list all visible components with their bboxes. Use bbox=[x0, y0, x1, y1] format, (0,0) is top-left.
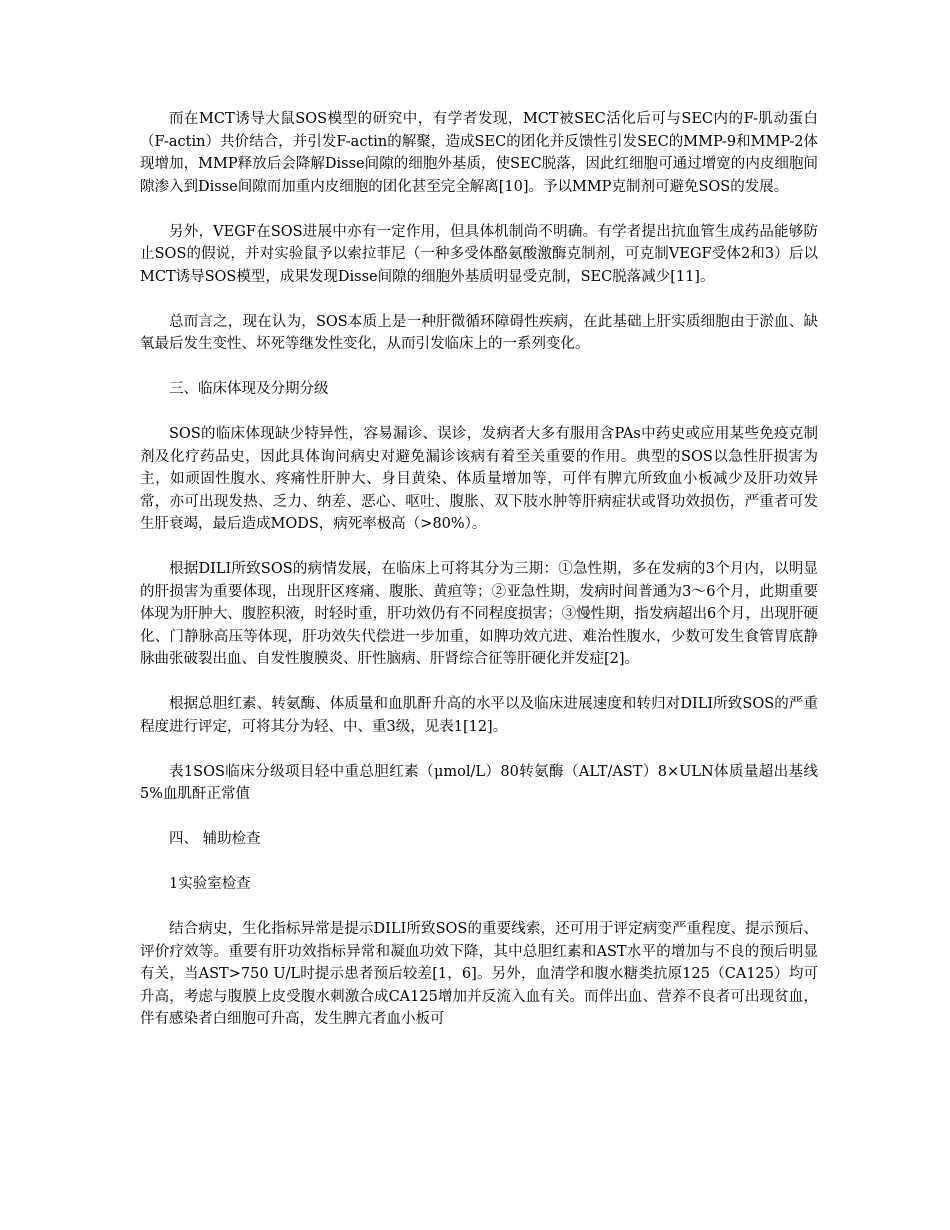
paragraph-summary: 总而言之，现在认为，SOS本质上是一种肝微循环障碍性疾病，在此基础上肝实质细胞由于淤血、缺氧最后发生变性、坏死等继发性变化，从而引发临床上的一系列变化。 bbox=[140, 313, 818, 352]
paragraph-lab-tests: 结合病史，生化指标异常是提示DILI所致SOS的重要线索，还可用于评定病变严重程度、提示预后、评价疗效等。重要有肝功效指标异常和凝血功效下降，其中总胆红素和AST水平的增加与不良的预后明显有关，当AST>750 U/L时提示患者预后较差[1，6]。另外，血清学和腹水糖类抗原125（CA125）均可升高，考虑与腹膜上皮受腹水刺激合成CA125增加并反流入血有关。而伴出血、营养不良者可出现贫血，伴有感染者白细胞可升高，发生脾亢者血小板可 bbox=[140, 921, 818, 1027]
section-heading-exams: 四、 辅助检查 bbox=[169, 831, 261, 847]
subsection-heading-lab: 1实验室检查 bbox=[169, 876, 251, 892]
paragraph-mct-mechanism: 而在MCT诱导大鼠SOS模型的研究中，有学者发现，MCT被SEC活化后可与SEC内的F-肌动蛋白（F-actin）共价结合，并引发F-actin的解聚，造成SEC的团化并反馈性引发SEC的MMP-9和MMP-2体现增加，MMP释放后会降解Disse间隙的细胞外基质，使SEC脱落，因此红细胞可通过增宽的内皮细胞间隙渗入到Disse间隙而加重内皮细胞的团化甚至完全解离[10]。予以MMP克制剂可避免SOS的发展。 bbox=[140, 111, 818, 195]
document-body bbox=[140, 108, 818, 1053]
section-heading-clinical: 三、临床体现及分期分级 bbox=[169, 381, 329, 397]
table-caption: 表1SOS临床分级项目轻中重总胆红素（μmol/L）80转氨酶（ALT/AST）8×ULN体质量超出基线5%血肌酐正常值 bbox=[140, 763, 818, 802]
paragraph-staging: 根据DILI所致SOS的病情发展，在临床上可将其分为三期：①急性期，多在发病的3个月内，以明显的肝损害为重要体现，出现肝区疼痛、腹胀、黄疸等；②亚急性期，发病时间普通为3～6个月，此期重要体现为肝肿大、腹腔积液，时轻时重，肝功效仍有不同程度损害；③慢性期，指发病超出6个月，出现肝硬化、门静脉高压等体现，肝功效失代偿进一步加重，如脾功效亢进、难治性腹水，少数可发生食管胃底静脉曲张破裂出血、自发性腹膜炎、肝性脑病、肝肾综合征等肝硬化并发症[2]。 bbox=[140, 561, 818, 667]
paragraph-clinical-features: SOS的临床体现缺少特异性，容易漏诊、误诊，发病者大多有服用含PAs中药史或应用某些免疫克制剂及化疗药品史，因此具体询问病史对避免漏诊该病有着至关重要的作用。典型的SOS以急性肝损害为主，如顽固性腹水、疼痛性肝肿大、身目黄染、体质量增加等，可伴有脾亢所致血小板减少及肝功效异常，亦可出现发热、乏力、纳差、恶心、呕吐、腹胀、双下肢水肿等肝病症状或肾功效损伤，严重者可发生肝衰竭，最后造成MODS，病死率极高（>80%）。 bbox=[140, 426, 818, 532]
paragraph-grading: 根据总胆红素、转氨酶、体质量和血肌酐升高的水平以及临床进展速度和转归对DILI所致SOS的严重程度进行评定，可将其分为轻、中、重3级，见表1[12]。 bbox=[140, 696, 818, 735]
paragraph-vegf: 另外，VEGF在SOS进展中亦有一定作用，但具体机制尚不明确。有学者提出抗血管生成药品能够防止SOS的假说，并对实验鼠予以索拉菲尼（一种多受体酪氨酸激酶克制剂，可克制VEGF受体2和3）后以MCT诱导SOS模型，成果发现Disse间隙的细胞外基质明显受克制，SEC脱落减少[11]。 bbox=[140, 223, 818, 285]
